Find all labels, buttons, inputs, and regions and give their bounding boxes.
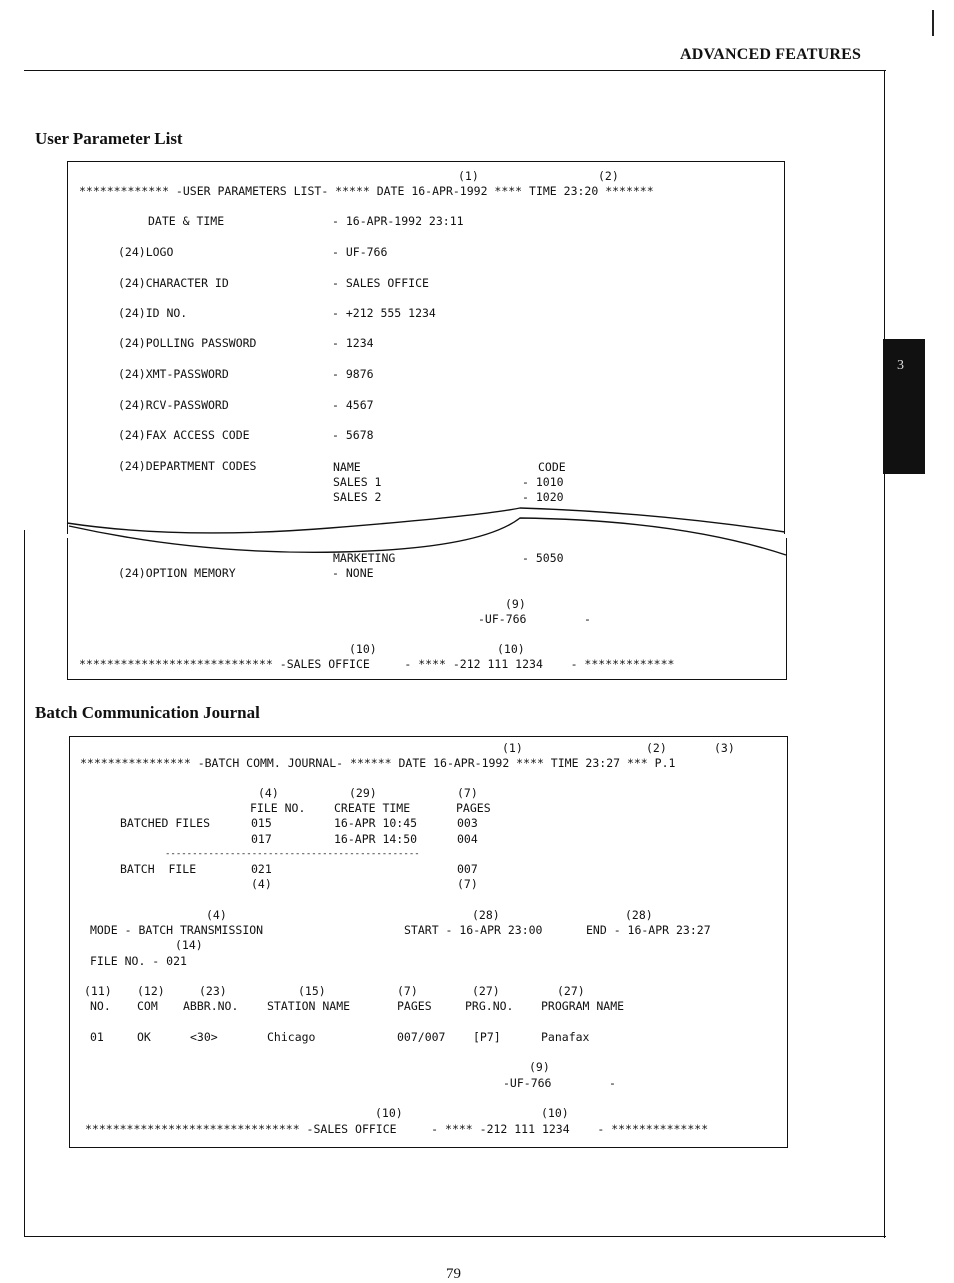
upl-ref-10b: (10) (497, 642, 525, 656)
upl-row-label: (24)FAX ACCESS CODE (118, 428, 250, 442)
bcj-footer-line: ******************************* -SALES OFFICE - **** -212 111 1234 - ************** (85, 1122, 709, 1136)
bcj-col-ref: (4) (258, 786, 279, 800)
bcj-batch-file-pages: 007 (457, 862, 478, 876)
bcj-table-ref: (11) (84, 984, 112, 998)
section-tab-label: 3 (897, 358, 904, 373)
upl-row-value: - +212 555 1234 (332, 306, 436, 320)
bcj-end-line: END - 16-APR 23:27 (586, 923, 711, 937)
upl-logo-line: -UF-766 (478, 612, 527, 626)
bcj-table-header: PROGRAM NAME (541, 999, 625, 1013)
bcj-col-header: CREATE TIME (334, 801, 411, 815)
bcj-file-no: 015 (251, 816, 272, 830)
bcj-table-ref: (12) (137, 984, 165, 998)
bcj-table-cell: OK (137, 1030, 151, 1044)
bcj-batched-label: BATCHED FILES (120, 816, 211, 830)
bcj-col-header: PAGES (456, 801, 491, 815)
bcj-separator: ----------------------------------------------- (165, 849, 420, 859)
bcj-title-line: **************** -BATCH COMM. JOURNAL- ****** DATE 16-APR-1992 **** TIME 23:27 *** P.1 (80, 756, 676, 770)
bcj-file-pages: 004 (457, 832, 478, 846)
upl-row-label: (24)CHARACTER ID (118, 276, 229, 290)
bcj-file-time: 16-APR 14:50 (334, 832, 418, 846)
upl-dept-code-header: CODE (538, 460, 566, 474)
bcj-logo-dash: - (609, 1076, 616, 1090)
bcj-table-cell: <30> (190, 1030, 218, 1044)
batch-journal-heading: Batch Communication Journal (35, 703, 260, 722)
bcj-file-no: 017 (251, 832, 272, 846)
bcj-ref-9: (9) (529, 1060, 550, 1074)
bcj-batch-ref: (7) (457, 877, 478, 891)
bcj-table-cell: [P7] (473, 1030, 501, 1044)
upl-row-value: - SALES OFFICE (332, 276, 429, 290)
bcj-table-ref: (27) (472, 984, 500, 998)
upl-dept-name: SALES 2 (333, 490, 382, 504)
bcj-table-cell: Chicago (267, 1030, 316, 1044)
bcj-file-pages: 003 (457, 816, 478, 830)
bcj-col-ref: (7) (457, 786, 478, 800)
upl-option-value: - NONE (332, 566, 374, 580)
bcj-ref-10a: (10) (375, 1106, 403, 1120)
bcj-fileno-line: FILE NO. - 021 (90, 954, 187, 968)
upl-row-label: (24)ID NO. (118, 306, 188, 320)
upl-ref-9: (9) (505, 597, 526, 611)
upl-dept-code: - 5050 (522, 551, 564, 565)
upl-row-value: - UF-766 (332, 245, 388, 259)
bcj-batch-file-label: BATCH FILE (120, 862, 197, 876)
bcj-table-cell: 01 (90, 1030, 104, 1044)
bcj-start-ref: (28) (472, 908, 500, 922)
upl-footer-line: **************************** -SALES OFFICE - **** -212 111 1234 - ************* (79, 657, 675, 671)
upl-row-value: - 16-APR-1992 23:11 (332, 214, 464, 228)
bcj-logo-line: -UF-766 (503, 1076, 552, 1090)
upl-ref-1: (1) (458, 169, 479, 183)
upl-row-value: - 4567 (332, 398, 374, 412)
bcj-table-header: ABBR.NO. (183, 999, 239, 1013)
bcj-col-ref: (29) (349, 786, 377, 800)
bcj-mode-line: MODE - BATCH TRANSMISSION (90, 923, 264, 937)
upl-row-label: (24)XMT-PASSWORD (118, 367, 229, 381)
bcj-fileno-ref: (14) (175, 938, 203, 952)
upl-row-value: - 1234 (332, 336, 374, 350)
bcj-col-header: FILE NO. (250, 801, 306, 815)
bcj-ref-3: (3) (714, 741, 735, 755)
upl-ref-2: (2) (598, 169, 619, 183)
upl-dept-name: MARKETING (333, 551, 396, 565)
upl-dept-name: SALES 1 (333, 475, 382, 489)
bcj-batch-file-no: 021 (251, 862, 272, 876)
bcj-table-cell: 007/007 (397, 1030, 446, 1044)
upl-dept-code: - 1020 (522, 490, 564, 504)
bcj-start-line: START - 16-APR 23:00 (404, 923, 543, 937)
bcj-table-header: PAGES (397, 999, 432, 1013)
bcj-batch-ref: (4) (251, 877, 272, 891)
bcj-table-ref: (15) (298, 984, 326, 998)
bcj-table-header: PRG.NO. (465, 999, 514, 1013)
bcj-table-ref: (7) (397, 984, 418, 998)
bcj-table-ref: (27) (557, 984, 585, 998)
bcj-ref-1: (1) (502, 741, 523, 755)
upl-row-label: (24)LOGO (118, 245, 174, 259)
bcj-end-ref: (28) (625, 908, 653, 922)
bcj-ref-2: (2) (646, 741, 667, 755)
bcj-table-header: STATION NAME (267, 999, 351, 1013)
page-number: 79 (446, 1266, 461, 1282)
upl-row-label: DATE & TIME (148, 214, 225, 228)
upl-row-label: (24)POLLING PASSWORD (118, 336, 257, 350)
bcj-table-header: NO. (90, 999, 111, 1013)
upl-row-value: - 5678 (332, 428, 374, 442)
upl-ref-10a: (10) (349, 642, 377, 656)
bcj-mode-ref: (4) (206, 908, 227, 922)
page-header-title: ADVANCED FEATURES (680, 46, 862, 63)
upl-logo-dash: - (584, 612, 591, 626)
bcj-ref-10b: (10) (541, 1106, 569, 1120)
upl-option-label: (24)OPTION MEMORY (118, 566, 236, 580)
upl-dept-label: (24)DEPARTMENT CODES (118, 459, 257, 473)
user-parameter-list-heading: User Parameter List (35, 129, 183, 148)
bcj-table-header: COM (137, 999, 158, 1013)
upl-title-line: ************* -USER PARAMETERS LIST- ***** DATE 16-APR-1992 **** TIME 23:20 ******* (79, 184, 654, 198)
upl-dept-name-header: NAME (333, 460, 361, 474)
upl-dept-code: - 1010 (522, 475, 564, 489)
upl-row-value: - 9876 (332, 367, 374, 381)
upl-row-label: (24)RCV-PASSWORD (118, 398, 229, 412)
bcj-table-ref: (23) (199, 984, 227, 998)
bcj-file-time: 16-APR 10:45 (334, 816, 418, 830)
bcj-table-cell: Panafax (541, 1030, 590, 1044)
